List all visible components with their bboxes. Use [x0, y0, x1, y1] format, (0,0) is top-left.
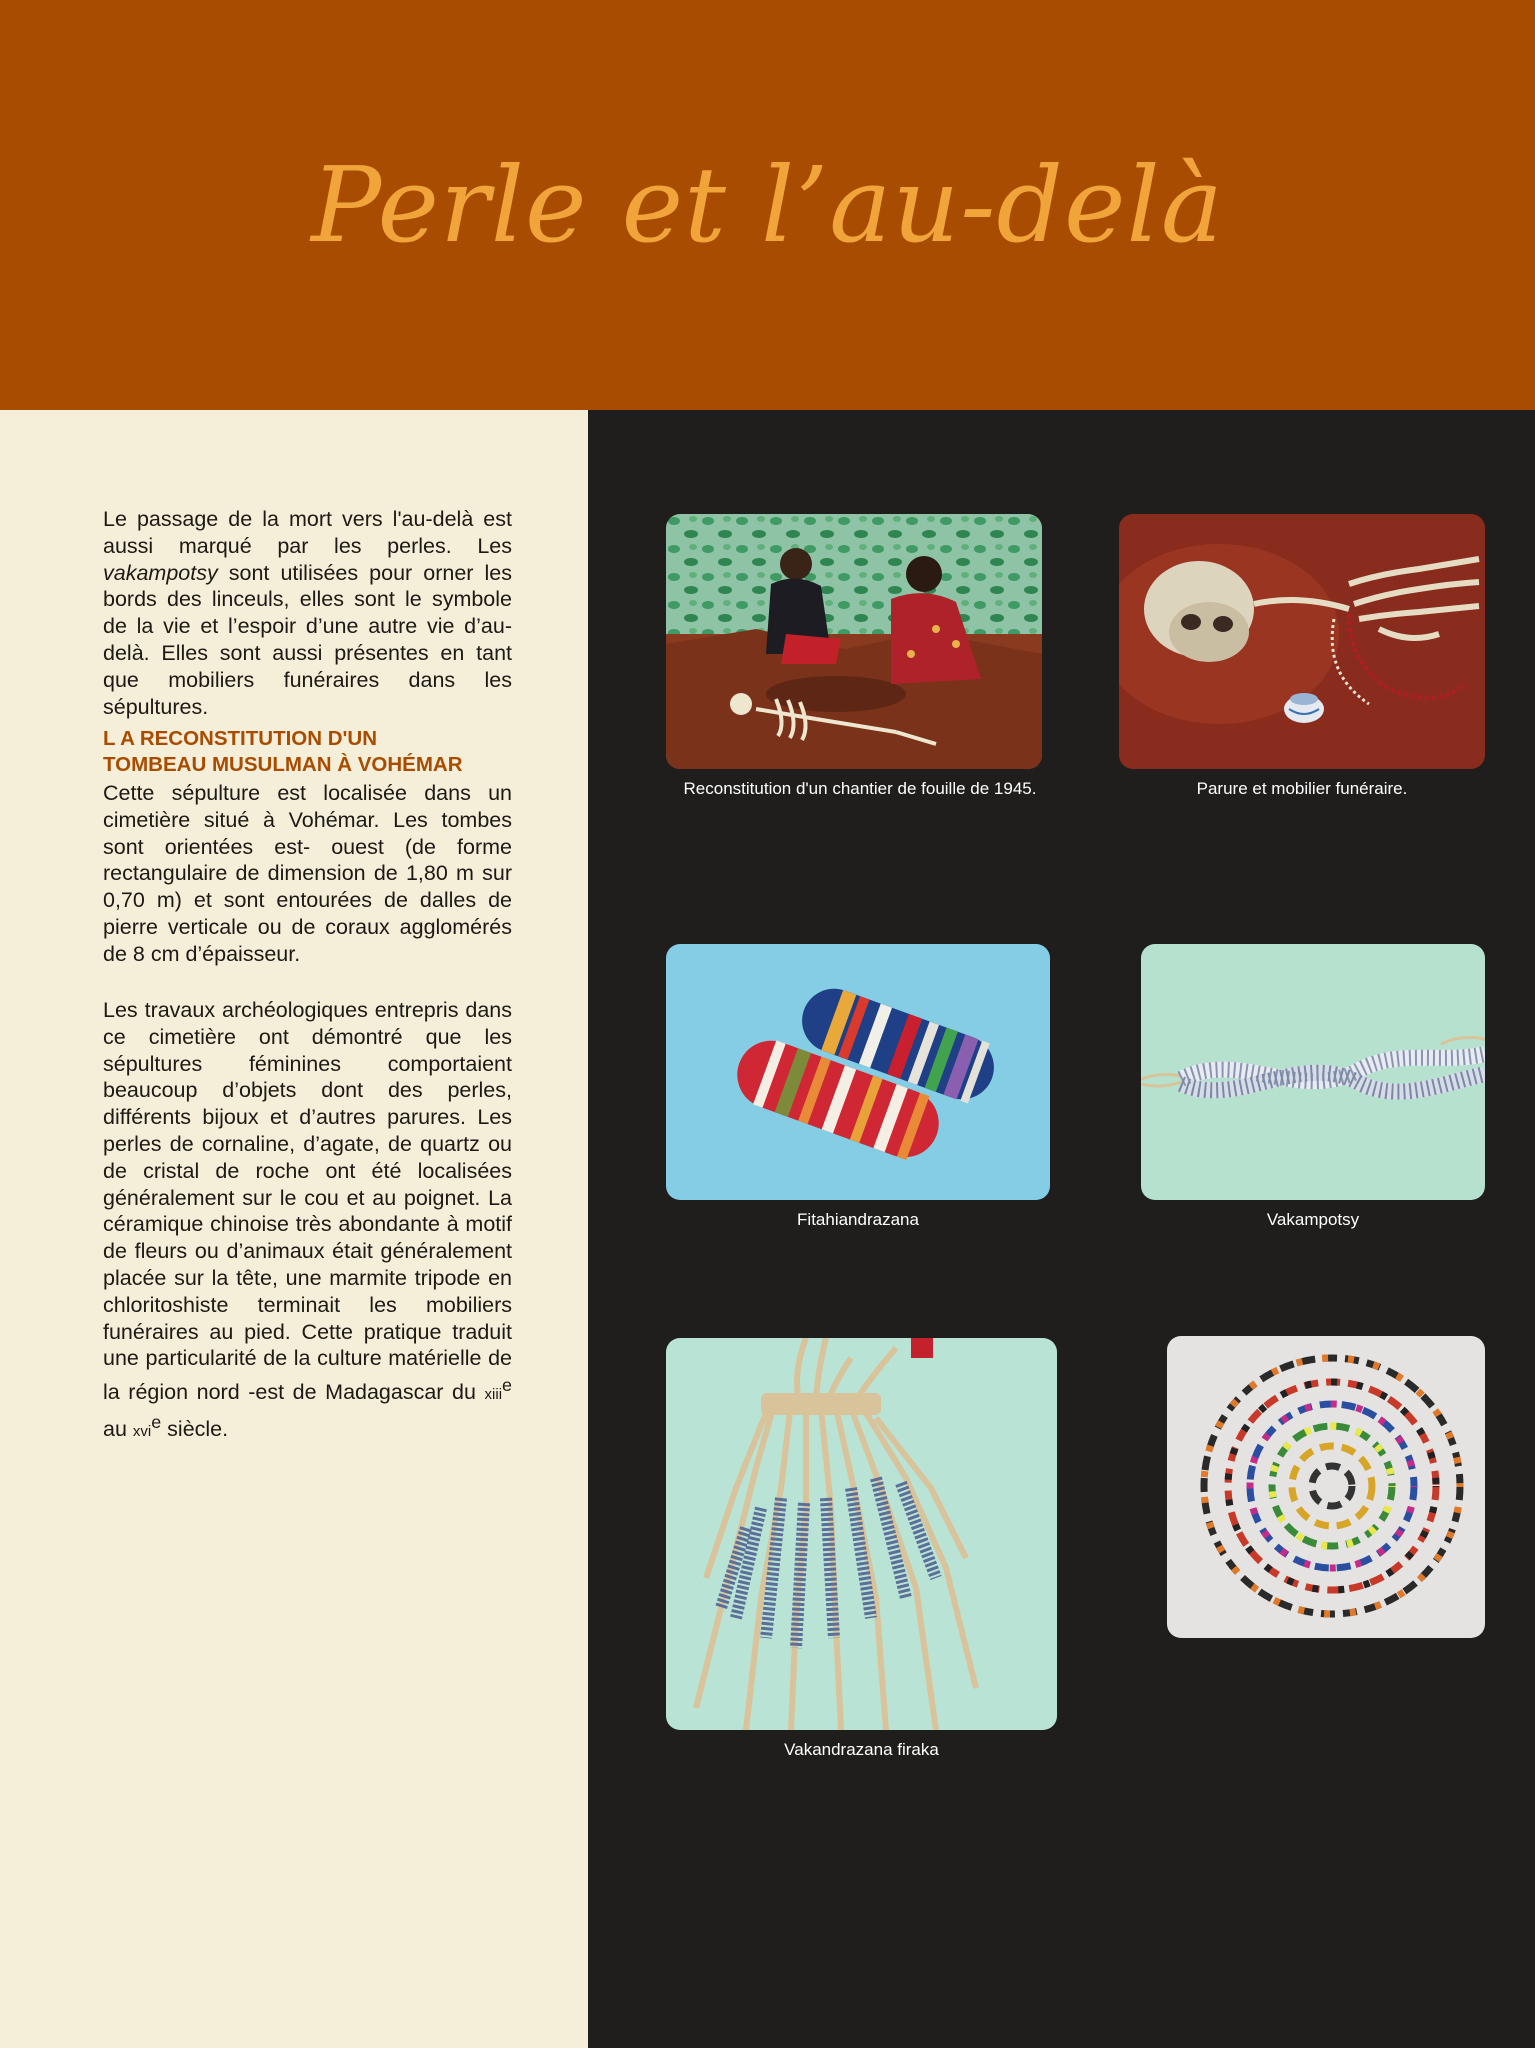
bead-spiral-photo — [1167, 1336, 1485, 1638]
excavation-caption: Reconstitution d'un chantier de fouille de 1945. — [683, 779, 1037, 798]
vakandrazana-caption: Vakandrazana firaka — [784, 1740, 939, 1759]
tomb-description-paragraph: Cette sépulture est localisée dans un cimetière situé à Vohémar. Les tombes sont orientées est- ouest (de forme rectangulaire de dimension de 1,80 m sur 0,70 m) et sont entourées de dalles de pierre verticale ou de coraux agglomérés de 8 cm d’épaisseur. — [103, 781, 512, 966]
vakampotsy-photo — [1141, 944, 1485, 1200]
archaeology-paragraph: Les travaux archéologiques entrepris dans ce cimetière ont démontré que les sépultures féminines comportaient beaucoup d’objets dont des perles, différents bijoux et d’autres parures. Les perles de cornaline, d’agate, de quartz ou de cristal de roche ont été localisées généralement sur le cou et au poignet. La céramique chinoise très abondante à motif de fleurs ou d’animaux était généralement placée sur la tête, une marmite tripode en chloritoshiste terminait les mobiliers funéraires au pied. Cette pratique traduit une particularité de la culture matérielle de la région nord -est de Madagascar du xiii$^e$ au xvi$^e$ siècle. — [103, 998, 512, 1442]
vakandrazana-firaka-photo — [666, 1338, 1057, 1730]
intro-paragraph: Le passage de la mort vers l'au-delà est aussi marqué par les perles. Les vakampotsy sont utilisées pour orner les bords des linceuls, elles sont le symbole de la vie et l’espoir d’une autre vie d’au-delà. Elles sont aussi présentes en tant que mobiliers funéraires dans les sépultures. — [103, 507, 512, 719]
excavation-photo — [666, 514, 1042, 769]
funerary-caption: Parure et mobilier funéraire. — [1196, 779, 1408, 798]
intro-italic-term: vakampotsy — [103, 560, 218, 585]
fitahiandrazana-photo — [666, 944, 1050, 1200]
funerary-objects-photo — [1119, 514, 1485, 769]
page-title: Perle et l’au-delà — [311, 144, 1224, 266]
fitahiandrazana-caption: Fitahiandrazana — [797, 1210, 919, 1229]
section-heading: L A RECONSTITUTION D'UN TOMBEAU MUSULMAN À VOHÉMAR — [103, 727, 463, 776]
vakampotsy-caption: Vakampotsy — [1266, 1210, 1360, 1229]
